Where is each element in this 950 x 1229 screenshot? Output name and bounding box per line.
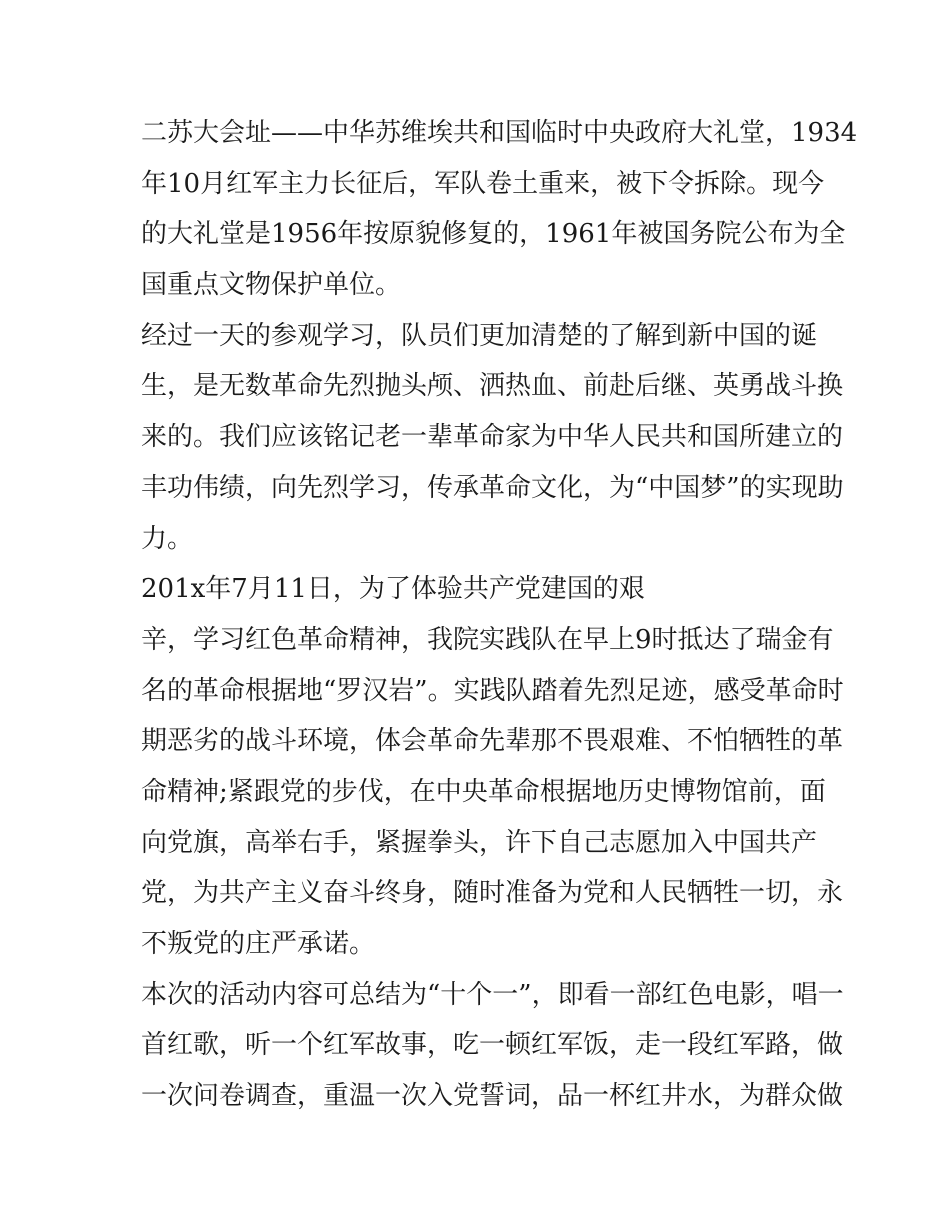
text-line: 辛，学习红色革命精神，我院实践队在早上9时抵达了瑞金有 (141, 624, 834, 655)
text-line: 丰功伟绩，向先烈学习，传承革命文化，为“中国梦”的实现助 (141, 472, 844, 503)
text-line: 命精神;紧跟党的步伐，在中央革命根据地历史博物馆前，面 (141, 776, 826, 807)
text-line: 来的。我们应该铭记老一辈革命家为中华人民共和国所建立的 (141, 422, 844, 453)
text-line: 名的革命根据地“罗汉岩”。实践队踏着先烈足迹，感受革命时 (141, 675, 844, 706)
text-line: 201x年7月11日，为了体验共产党建国的艰 (141, 574, 645, 605)
text-line: 首红歌，听一个红军故事，吃一顿红军饭，走一段红军路，做 (141, 1030, 844, 1061)
paragraph-study-reflection (141, 311, 844, 564)
text-line: 期恶劣的战斗环境，体会革命先辈那不畏艰难、不怕牺牲的革 (141, 726, 844, 757)
paragraph-ten-ones (141, 970, 844, 1122)
paragraph-dasu-hall (141, 108, 858, 311)
document-body (141, 108, 858, 1122)
text-line: 生，是无数革命先烈抛头颅、洒热血、前赴后继、英勇战斗换 (141, 371, 844, 402)
text-line: 的大礼堂是1956年按原貌修复的，1961年被国务院公布为全 (141, 219, 846, 250)
text-line: 力。 (141, 523, 194, 554)
paragraph-date-heading (141, 564, 821, 615)
text-line: 国重点文物保护单位。 (141, 270, 402, 301)
text-line: 经过一天的参观学习，队员们更加清楚的了解到新中国的诞 (141, 320, 818, 351)
text-line: 党，为共产主义奋斗终身，随时准备为党和人民牺牲一切，永 (141, 878, 844, 909)
text-line: 不叛党的庄严承诺。 (141, 929, 376, 959)
text-line: 一次问卷调查，重温一次入党誓词，品一杯红井水，为群众做 (141, 1081, 844, 1112)
text-line: 向党旗，高举右手，紧握拳头，许下自己志愿加入中国共产 (141, 827, 818, 858)
text-line: 年10月红军主力长征后，军队卷土重来，被下令拆除。现今 (141, 168, 825, 199)
text-line: 本次的活动内容可总结为“十个一”，即看一部红色电影，唱一 (141, 979, 844, 1010)
text-line: 二苏大会址——中华苏维埃共和国临时中央政府大礼堂，1934 (141, 118, 858, 148)
paragraph-luohanyan-visit (141, 615, 844, 970)
